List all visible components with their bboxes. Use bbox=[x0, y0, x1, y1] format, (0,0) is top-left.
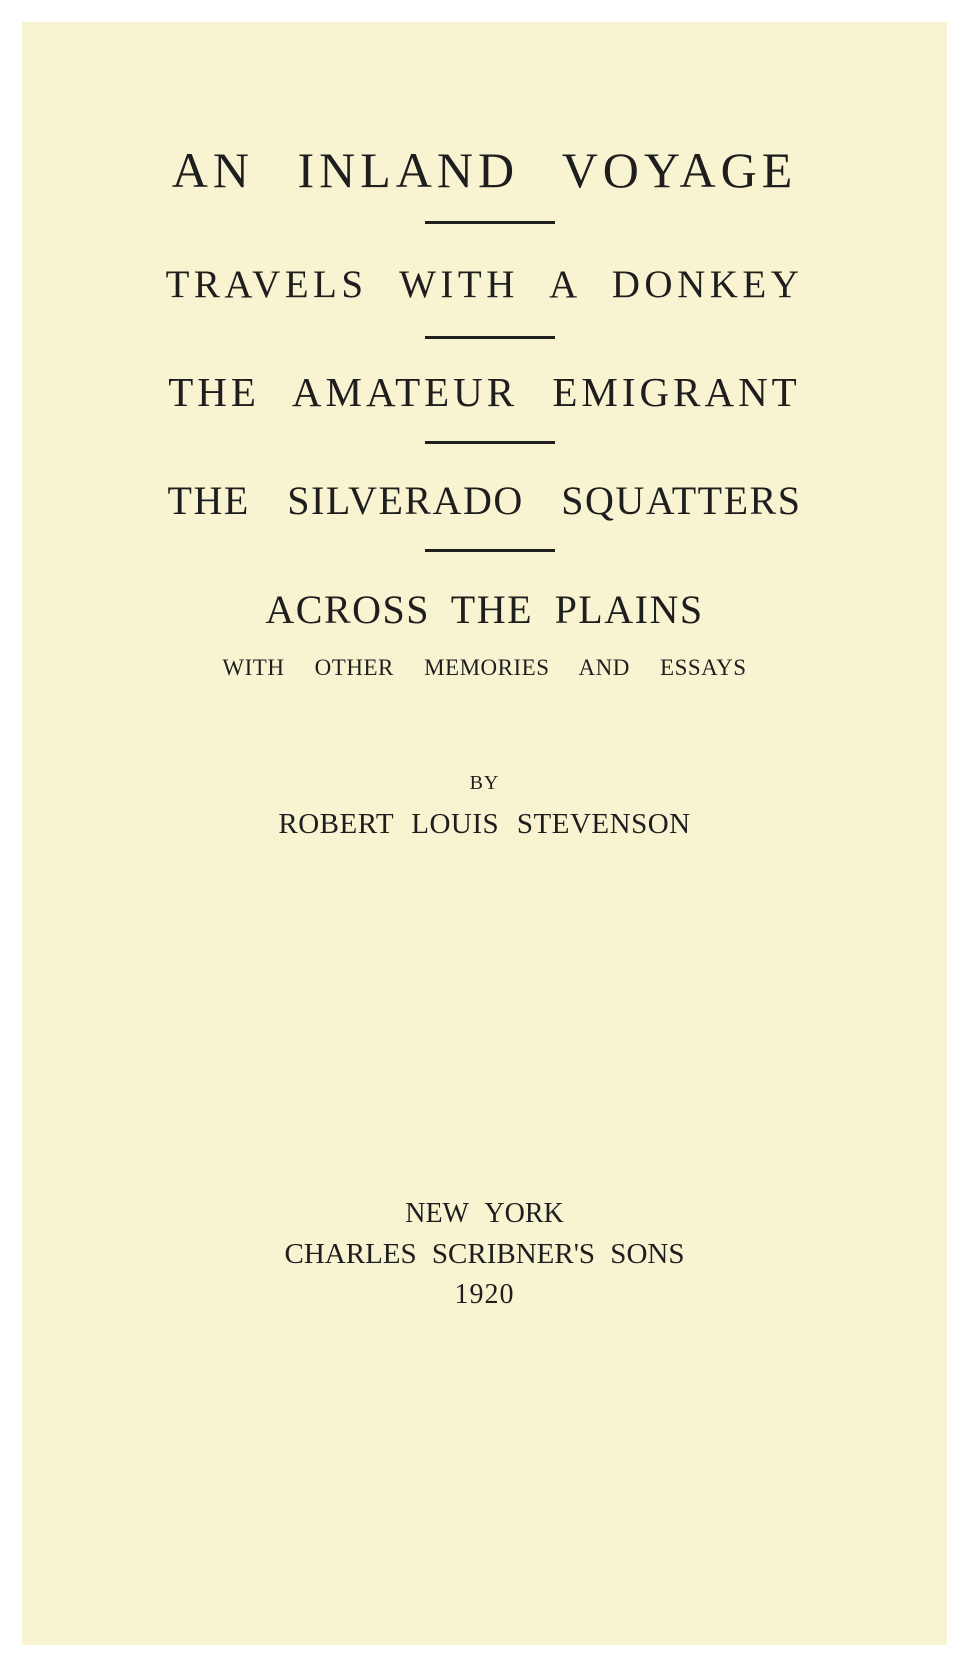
divider-rule bbox=[425, 549, 555, 552]
byline-label: BY bbox=[469, 772, 500, 794]
title-across-the-plains: ACROSS THE PLAINS bbox=[265, 587, 704, 632]
title-travels-with-a-donkey: TRAVELS WITH A DONKEY bbox=[165, 263, 804, 306]
title-an-inland-voyage: AN INLAND VOYAGE bbox=[171, 142, 798, 198]
imprint-year: 1920 bbox=[454, 1279, 515, 1310]
title-the-amateur-emigrant: THE AMATEUR EMIGRANT bbox=[168, 369, 801, 415]
author-name: ROBERT LOUIS STEVENSON bbox=[278, 808, 691, 840]
subtitle: WITH OTHER MEMORIES AND ESSAYS bbox=[222, 655, 747, 680]
divider-rule bbox=[425, 441, 555, 444]
imprint-city: NEW YORK bbox=[405, 1198, 564, 1229]
divider-rule bbox=[425, 221, 555, 224]
title-page bbox=[22, 22, 947, 1645]
imprint-publisher: CHARLES SCRIBNER'S SONS bbox=[284, 1238, 685, 1270]
divider-rule bbox=[425, 336, 555, 339]
title-the-silverado-squatters: THE SILVERADO SQUATTERS bbox=[167, 478, 802, 523]
